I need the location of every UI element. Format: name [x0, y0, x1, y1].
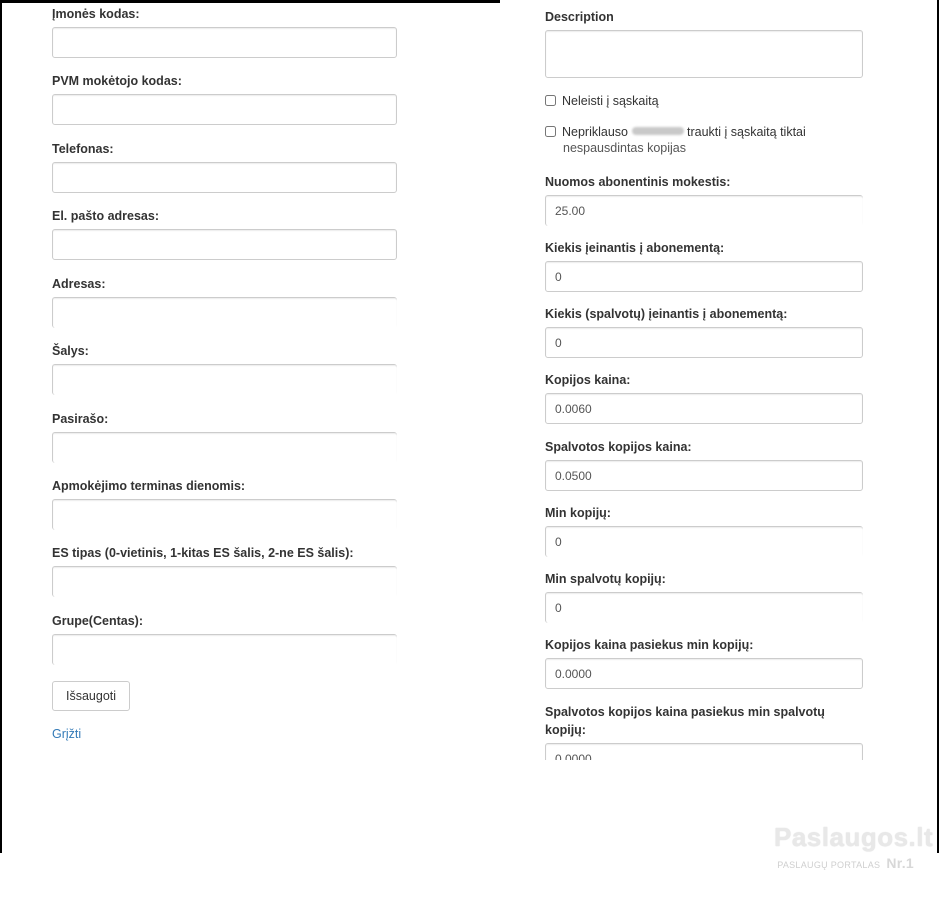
back-link[interactable]: Grįžti — [52, 727, 82, 741]
included-color-quantity-label: Kiekis (spalvotų) įeinantis į abonementą: — [545, 307, 788, 321]
company-code-label: Įmonės kodas: — [52, 7, 140, 21]
included-color-quantity-input[interactable] — [545, 327, 863, 358]
watermark-brand: Paslaugos.lt — [774, 822, 934, 852]
color-copy-price-after-min-input[interactable] — [545, 743, 863, 760]
description-label: Description — [545, 10, 614, 24]
copy-price-after-min-input[interactable] — [545, 658, 863, 689]
company-code-input[interactable] — [52, 27, 397, 58]
top-border — [0, 0, 500, 3]
address-input[interactable] — [52, 297, 397, 328]
es-type-label: ES tipas (0-vietinis, 1-kitas ES šalis, 2-ne ES šalis): — [52, 546, 354, 560]
included-quantity-label: Kiekis įeinantis į abonementą: — [545, 241, 725, 255]
included-quantity-input[interactable] — [545, 261, 863, 292]
rental-fee-input[interactable] — [545, 195, 863, 226]
countries-label: Šalys: — [52, 344, 89, 358]
color-copy-price-label: Spalvotos kopijos kaina: — [545, 440, 692, 454]
unprinted-only-label-line2: nespausdintas kopijas — [563, 141, 686, 155]
cropped-input-wrapper — [545, 743, 865, 760]
es-type-input[interactable] — [52, 566, 397, 597]
email-input[interactable] — [52, 229, 397, 260]
vat-code-input[interactable] — [52, 94, 397, 125]
countries-input[interactable] — [52, 364, 397, 395]
copy-price-label: Kopijos kaina: — [545, 373, 631, 387]
redacted-text — [632, 127, 684, 135]
phone-label: Telefonas: — [52, 142, 114, 156]
exclude-from-invoice-checkbox[interactable] — [545, 95, 556, 106]
color-copy-price-after-min-label-line2: kopijų: — [545, 723, 586, 737]
min-color-copies-input[interactable] — [545, 592, 863, 623]
watermark-rank: Nr.1 — [886, 855, 914, 871]
group-input[interactable] — [52, 634, 397, 665]
exclude-from-invoice-label: Neleisti į sąskaitą — [562, 94, 659, 108]
watermark — [774, 822, 934, 878]
rental-fee-label: Nuomos abonentinis mokestis: — [545, 175, 731, 189]
vat-code-label: PVM mokėtojo kodas: — [52, 74, 182, 88]
copy-price-after-min-label: Kopijos kaina pasiekus min kopijų: — [545, 638, 754, 652]
watermark-tagline-row — [774, 855, 914, 871]
unprinted-only-label-part2: traukti į sąskaitą tiktai — [686, 125, 806, 139]
exclude-from-invoice-option — [545, 93, 659, 109]
email-label: El. pašto adresas: — [52, 209, 159, 223]
description-textarea[interactable] — [545, 30, 863, 78]
signer-label: Pasirašo: — [52, 412, 109, 426]
unprinted-only-label-part1: Nepriklauso — [562, 125, 629, 139]
min-color-copies-label: Min spalvotų kopijų: — [545, 572, 666, 586]
phone-input[interactable] — [52, 162, 397, 193]
signer-input[interactable] — [52, 432, 397, 463]
color-copy-price-after-min-label: Spalvotos kopijos kaina pasiekus min spalvotų — [545, 705, 825, 719]
min-copies-input[interactable] — [545, 526, 863, 557]
group-label: Grupe(Centas): — [52, 614, 143, 628]
min-copies-label: Min kopijų: — [545, 506, 611, 520]
unprinted-only-checkbox[interactable] — [545, 126, 556, 137]
watermark-tagline: PASLAUGŲ PORTALAS — [777, 860, 881, 870]
address-label: Adresas: — [52, 277, 106, 291]
payment-term-input[interactable] — [52, 499, 397, 530]
payment-term-label: Apmokėjimo terminas dienomis: — [52, 479, 246, 493]
color-copy-price-input[interactable] — [545, 460, 863, 491]
copy-price-input[interactable] — [545, 393, 863, 424]
save-button[interactable]: Išsaugoti — [52, 681, 130, 711]
unprinted-only-option — [545, 124, 806, 156]
